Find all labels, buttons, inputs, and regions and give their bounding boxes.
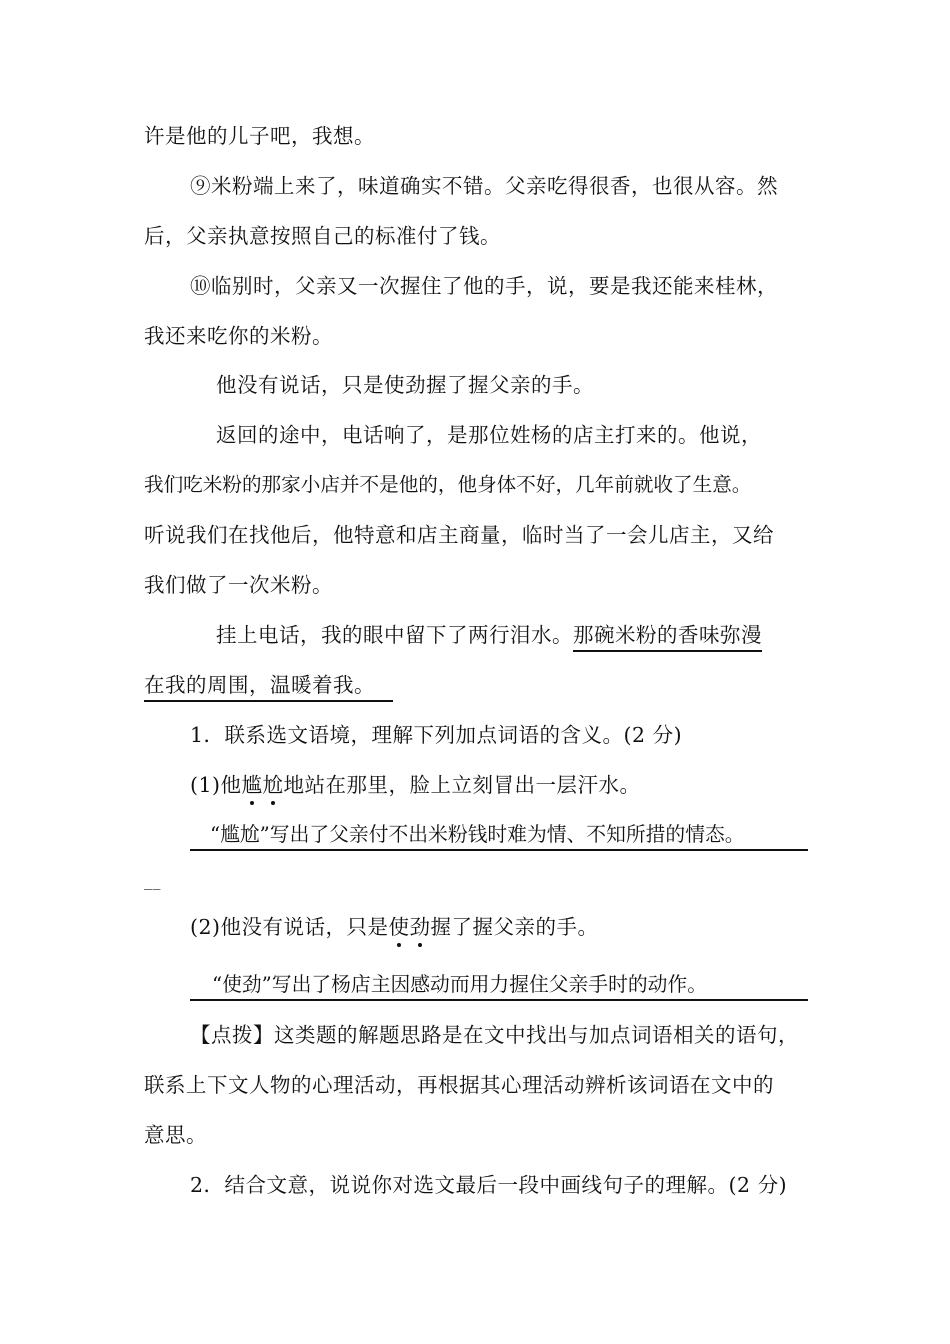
question-1-sub-1: [190, 771, 641, 799]
passage-line: 听说我们在找他后，他特意和店主商量，临时当了一会儿店主，又给: [144, 523, 774, 547]
dotted-word-char: 尬: [262, 773, 284, 797]
tip-line: 联系上下文人物的心理活动，再根据其心理活动辨析该词语在文中的: [144, 1073, 774, 1097]
underlined-sentence: 在我的周围，温暖着我。: [144, 673, 393, 702]
passage-line: 许是他的儿子吧，我想。: [144, 124, 375, 148]
passage-line: 后，父亲执意按照自己的标准付了钱。: [144, 224, 501, 248]
answer-1: [190, 821, 745, 849]
answer-2-text: “使劲”写出了杨店主因感动而用力握住父亲手时的动作。: [212, 973, 707, 996]
passage-line: 我们做了一次米粉。: [144, 573, 333, 597]
passage-line: 我们吃米粉的那家小店并不是他的，他身体不好，几年前就收了生意。: [144, 473, 752, 496]
answer-1-underline: [190, 849, 808, 851]
question-1-sub-2: [190, 913, 599, 941]
question-2-stem: 2．结合文意，说说你对选文最后一段中画线句子的理解。(2 分): [190, 1173, 788, 1197]
passage-line: [216, 621, 762, 649]
answer-2-underline: [190, 999, 808, 1001]
sub-question-text: (1)他: [190, 773, 242, 797]
sub-question-text: 地站在那里，脸上立刻冒出一层汗水。: [283, 773, 641, 797]
question-1-stem: 1．联系选文语境，理解下列加点词语的含义。(2 分): [190, 723, 683, 747]
paragraph-10-line: ⑩临别时，父亲又一次握住了他的手，说，要是我还能来桂林，: [190, 274, 778, 298]
answer-1-tail: __: [144, 871, 161, 890]
tip-line: 意思。: [144, 1123, 207, 1147]
answer-1-text: “尴尬”写出了父亲付不出米粉钱时难为情、不知所措的情态。: [210, 823, 745, 846]
answer-2: [190, 971, 707, 999]
passage-text: 挂上电话，我的眼中留下了两行泪水。: [216, 623, 573, 647]
sub-question-text: 握了握父亲的手。: [430, 915, 599, 939]
passage-line: 返回的途中，电话响了，是那位姓杨的店主打来的。他说，: [216, 423, 762, 447]
dotted-word-char: 劲: [409, 915, 431, 939]
sub-question-text: (2)他没有说话，只是: [190, 915, 389, 939]
dotted-word-char: 尴: [241, 773, 263, 797]
passage-line: 我还来吃你的米粉。: [144, 324, 333, 348]
paragraph-9-line: ⑨米粉端上来了，味道确实不错。父亲吃得很香，也很从容。然: [190, 174, 778, 198]
passage-line: 他没有说话，只是使劲握了握父亲的手。: [216, 373, 594, 397]
tip-line: 【点拨】这类题的解题思路是在文中找出与加点词语相关的语句，: [190, 1023, 799, 1047]
dotted-word-char: 使: [388, 915, 410, 939]
passage-line: [144, 671, 393, 699]
underlined-sentence: 那碗米粉的香味弥漫: [573, 623, 762, 652]
